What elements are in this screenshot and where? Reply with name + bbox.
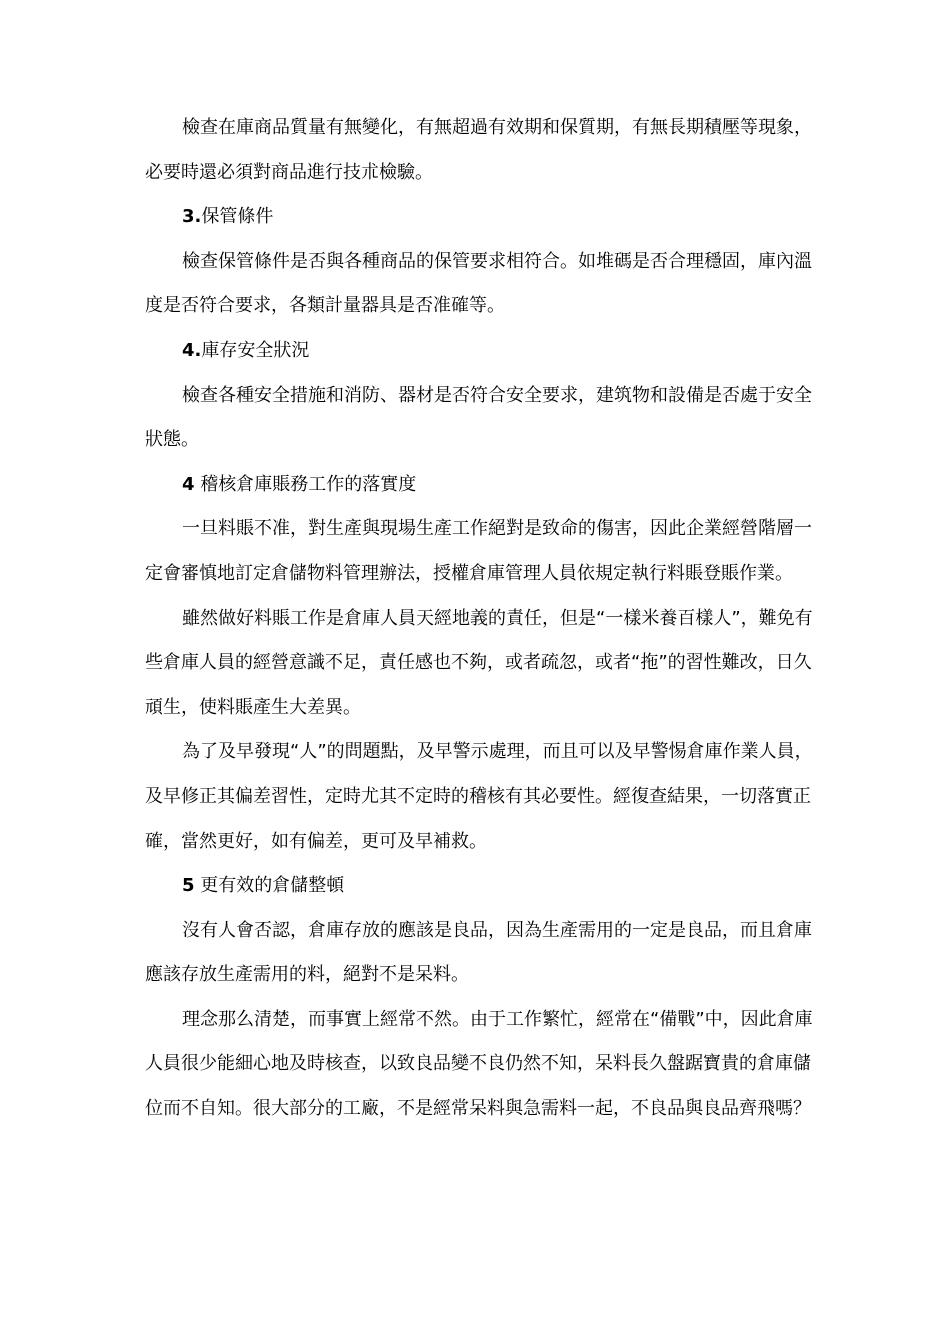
heading-text: 庫存安全狀況	[201, 339, 310, 361]
heading-warehouse-organization	[145, 864, 815, 909]
heading-number: 4	[182, 473, 195, 495]
heading-number: 5	[182, 875, 195, 897]
paragraph-inventory-safety: 檢查各種安全措施和消防、器材是否符合安全要求，建筑物和設備是否處于安全狀態。	[145, 384, 812, 451]
heading-storage-conditions	[145, 195, 815, 240]
heading-text: 保管條件	[201, 206, 274, 228]
heading-text: 稽核倉庫賬務工作的落實度	[194, 473, 417, 495]
document-body	[145, 106, 815, 1132]
paragraph-account-accuracy: 一旦料賬不准，對生產與現場生產工作絕對是致命的傷害，因此企業經營階層一定會審慎地訂定倉儲物料管理辦法，授權倉庫管理人員依規定執行料賬登賬作業。	[145, 518, 812, 584]
paragraph-audit-necessity: 為了及早發現“人”的問題點，及早警示處理，而且可以及早警惕倉庫作業人員，及早修正其偏差習性，定時尤其不定時的稽核有其必要性。經復查結果，一切落實正確，當然更好，如有偏差，更可及早補救。	[145, 741, 813, 852]
heading-number: 3.	[182, 206, 202, 228]
paragraph-reality: 理念那么清楚，而事實上經常不然。由于工作繁忙，經常在“備戰”中，因此倉庫人員很少能細心地及時核查，以致良品變不良仍然不知，呆料長久盤踞寶貴的倉庫儲位而不自知。很大部分的工廠，不是經常呆料與急需料一起，不良品與良品齊飛嗎？	[145, 1008, 813, 1120]
heading-number: 4.	[182, 339, 202, 361]
paragraph-quality-check: 檢查在庫商品質量有無變化，有無超過有效期和保質期，有無長期積壓等現象，必要時還必須對商品進行技朮檢驗。	[145, 117, 812, 183]
heading-text: 更有效的倉儲整頓	[194, 875, 345, 897]
heading-account-audit	[145, 463, 815, 508]
heading-inventory-safety	[145, 329, 815, 374]
paragraph-storage-conditions: 檢查保管條件是否與各種商品的保管要求相符合。如堆碼是否合理穩固，庫內溫度是否符合要求，各類計量器具是否准確等。	[145, 250, 812, 317]
paragraph-staff-responsibility: 雖然做好料賬工作是倉庫人員天經地義的責任，但是“一樣米養百樣人”，難免有些倉庫人員的經營意識不足，責任感也不夠，或者疏忽，或者“拖”的習性難改，日久頑生，使料賬產生大差異。	[145, 607, 813, 718]
paragraph-good-products: 沒有人會否認，倉庫存放的應該是良品，因為生產需用的一定是良品，而且倉庫應該存放生產需用的料，絕對不是呆料。	[145, 919, 812, 986]
